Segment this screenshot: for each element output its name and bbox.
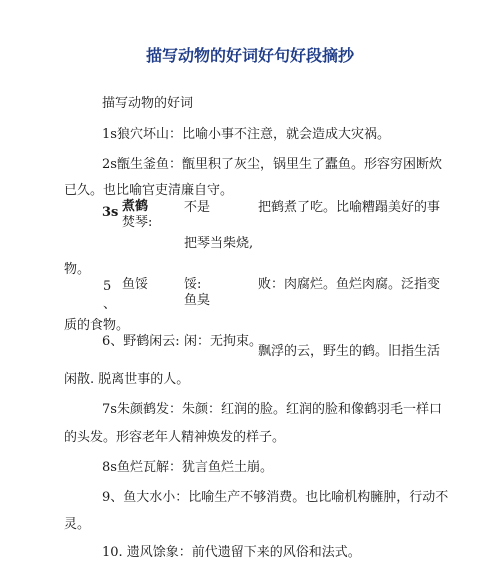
section-subtitle: 描写动物的好词 [102, 96, 194, 111]
entry-4-right: 败：肉腐烂。鱼烂肉腐。泛指变 [258, 277, 441, 292]
entry-4-number-a: 5 [103, 279, 112, 294]
entry-4-end: 质的食物。 [64, 318, 130, 333]
entry-4-term: 鱼馁 [122, 277, 149, 292]
entry-4-mid-b: 鱼臭 [184, 293, 211, 308]
entry-3-center: 把琴当柴烧, [184, 236, 254, 251]
entry-3-term-b: 焚琴: [122, 215, 153, 230]
entry-3-mid: 不是 [184, 200, 211, 215]
entry-5-left: 6、野鹤闲云: [102, 334, 180, 349]
entry-5-mid: 闲：无拘束。 [184, 334, 263, 349]
entry-2-line-1: 2s甑生釜鱼：甑里积了灰尘，锅里生了蠹鱼。形容穷困断炊 [102, 157, 442, 172]
entry-3-end: 物。 [64, 262, 91, 277]
entry-3-term-a: 煮鹤 [122, 199, 149, 214]
entry-1: 1s狼穴坏山：比喻小事不注意，就会造成大灾祸。 [102, 127, 390, 142]
entry-2-line-2: 已久。也比喻官吏清廉自守。 [64, 183, 234, 198]
entry-8-line-2: 灵。 [64, 517, 91, 532]
entry-4-mid-a: 馁: [184, 277, 202, 292]
entry-9: 10. 遗风馀象：前代遗留下来的风俗和法式。 [102, 545, 361, 560]
entry-7: 8s鱼烂瓦解：犹言鱼烂土崩。 [102, 460, 273, 475]
entry-6-line-1: 7s朱颜鹤发：朱颜：红润的脸。红润的脸和像鹤羽毛一样口 [102, 402, 442, 417]
document-title: 描写动物的好词好句好段摘抄 [145, 46, 354, 65]
entry-5-right: 飘浮的云，野生的鹤。旧指生活 [258, 344, 441, 359]
entry-5-end: 闲散. 脱离世事的人。 [64, 372, 190, 387]
entry-3-number: 3s [102, 205, 119, 220]
entry-4-number-b: 、 [103, 297, 117, 312]
entry-3-right: 把鹤煮了吃。比喻糟蹋美好的事 [258, 200, 441, 215]
entry-8-line-1: 9、鱼大水小：比喻生产不够消费。也比喻机构臃肿，行动不 [102, 490, 449, 505]
entry-6-line-2: 的头发。形容老年人精神焕发的样子。 [64, 430, 286, 445]
